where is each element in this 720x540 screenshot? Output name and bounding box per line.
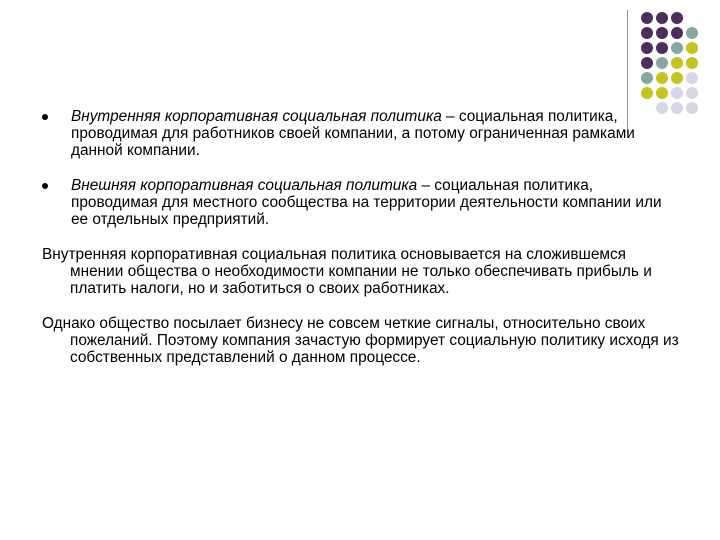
bullet-term: Внутренняя корпоративная социальная политика [71, 108, 442, 125]
decorative-dot [641, 87, 653, 99]
decorative-dot [686, 102, 698, 114]
bullet-dot-icon [42, 114, 48, 120]
decorative-dot [641, 72, 653, 84]
decorative-dot [656, 87, 668, 99]
bullet-term: Внешняя корпоративная социальная политика [71, 177, 418, 194]
decorative-dot [641, 57, 653, 69]
decorative-dot [671, 57, 683, 69]
decorative-dot [656, 12, 668, 24]
decorative-dot [641, 42, 653, 54]
decorative-dot [686, 72, 698, 84]
bullet-item-external-policy [42, 177, 682, 228]
decorative-dot [671, 72, 683, 84]
decorative-dot [641, 12, 653, 24]
bullet-item-internal-policy [42, 108, 682, 159]
decorative-dot [656, 27, 668, 39]
decorative-dot [686, 12, 698, 24]
bullet-definition: – социальная политика, проводимая для работников своей компании, а потому ограниченная рамками данной компании. [71, 108, 635, 159]
decorative-dot-grid [641, 12, 699, 115]
paragraph-society-signals: Однако общество посылает бизнесу не совсем четкие сигналы, относительно своих пожеланий. Поэтому компания зачастую формирует социальную политику исходя из собственных представлений о данном процессе. [42, 315, 679, 366]
decorative-dot [671, 87, 683, 99]
decorative-dot [686, 42, 698, 54]
decorative-dot [671, 12, 683, 24]
decorative-dot [671, 27, 683, 39]
decorative-dot [641, 27, 653, 39]
slide-body [42, 108, 682, 366]
decorative-dot [686, 27, 698, 39]
decorative-dot [656, 42, 668, 54]
decorative-dot [671, 42, 683, 54]
decorative-dot [686, 87, 698, 99]
paragraph-internal-basis: Внутренняя корпоративная социальная политика основывается на сложившемся мнении общества о необходимости компании не только обеспечивать прибыль и платить налоги, но и заботиться о своих работниках. [42, 246, 652, 297]
decorative-dot [656, 57, 668, 69]
bullet-dot-icon [42, 183, 48, 189]
decorative-dot [656, 72, 668, 84]
bullet-definition: – социальная политика, проводимая для местного сообщества на территории деятельности компании или ее отдельных предприятий. [71, 177, 662, 228]
decorative-dot [686, 57, 698, 69]
